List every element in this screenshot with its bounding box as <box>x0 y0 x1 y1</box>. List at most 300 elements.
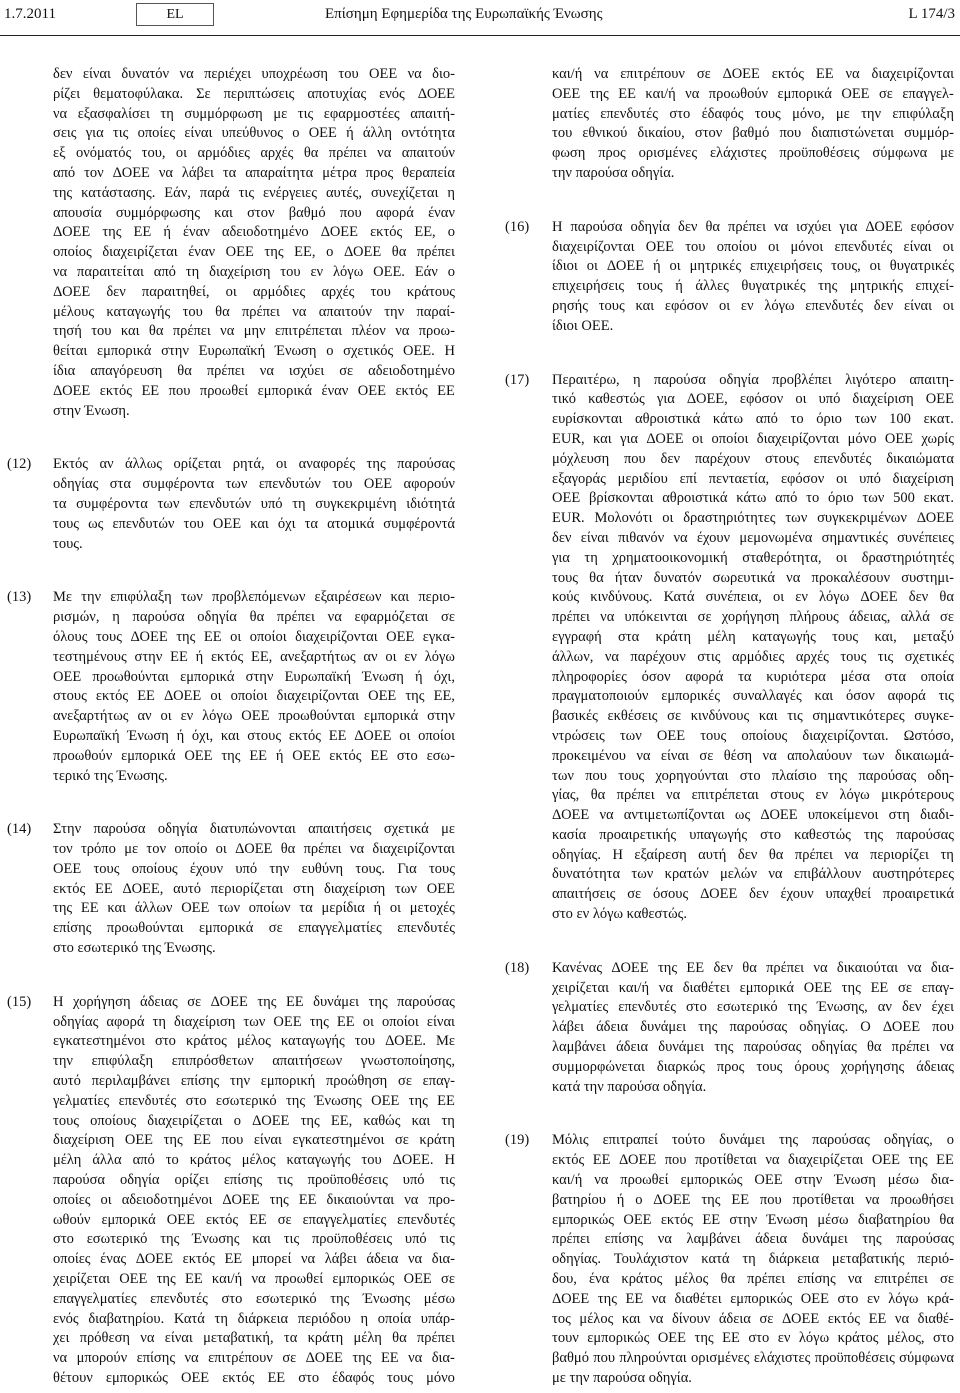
word: ΟΕΕ <box>241 708 270 725</box>
text-line <box>552 65 954 85</box>
word: συμμόρ- <box>904 125 954 142</box>
word: οι <box>399 727 411 744</box>
word: από <box>153 263 176 280</box>
word: δυνάμει <box>640 1019 687 1036</box>
word: θεματοφύλακα. <box>93 85 184 102</box>
word: μέλος <box>241 1152 276 1169</box>
word: τα <box>53 495 67 512</box>
word: επίσης <box>136 1350 176 1367</box>
text-line <box>53 535 455 555</box>
word: ΔΟΕΕ <box>722 66 760 82</box>
word: κράτος <box>185 1033 227 1050</box>
word: επιφύλαξη <box>892 105 954 122</box>
word: ΕΕ <box>285 993 304 1010</box>
word: τουν <box>552 1330 579 1347</box>
word: τον <box>146 841 167 858</box>
word: ΟΕΕ <box>657 1330 687 1347</box>
word: Ένωση <box>362 668 404 685</box>
word: τεστημένους <box>53 648 127 665</box>
word: έχουν <box>696 529 731 546</box>
word: να <box>599 807 614 824</box>
word: ρητά, <box>232 456 265 473</box>
word: μόνο, <box>792 105 825 122</box>
word: όλους <box>53 628 88 645</box>
text-line <box>53 1131 455 1151</box>
word: επιχειρήσεις <box>750 258 823 275</box>
word: υπεύθυνος <box>221 125 284 142</box>
word: παρέχουν <box>694 450 751 467</box>
word: ΟΕΕ <box>225 244 254 261</box>
word: επενδυτών <box>112 515 175 532</box>
word: εσωτερικό <box>215 1092 277 1109</box>
text-line <box>53 608 455 628</box>
word: οι <box>230 628 242 645</box>
word: ΔΟΕΕ <box>305 1350 343 1367</box>
word: κατά <box>701 1251 730 1268</box>
word: περιορίζεται <box>210 880 284 897</box>
word: στο <box>669 105 691 122</box>
word: οδηγία <box>157 821 198 838</box>
word: έχουν <box>189 860 224 877</box>
word: το <box>806 490 820 507</box>
word: διάρκεια <box>237 1310 289 1327</box>
word: οι <box>836 470 848 487</box>
word: εξαγοράς <box>552 470 606 487</box>
word: μέτρα <box>322 164 357 181</box>
word: εμπορικά <box>777 85 832 102</box>
word: προς <box>598 145 626 162</box>
word: αναφορές <box>298 456 356 473</box>
word: βαθμό <box>288 204 326 221</box>
text-line <box>53 243 455 263</box>
word: ΟΕΕ <box>552 490 581 507</box>
word: συμφέροντα <box>76 495 148 512</box>
word: υπό <box>818 391 841 408</box>
text-line <box>552 1369 954 1389</box>
text-line <box>53 144 455 164</box>
word: δεν <box>908 589 929 606</box>
word: εφόσον <box>739 391 784 408</box>
word: της <box>269 1191 289 1208</box>
word: μέσω <box>423 1290 455 1307</box>
word: ρησής <box>552 297 588 314</box>
text-line <box>552 1151 954 1171</box>
word: καταγωγής <box>106 303 171 320</box>
word: να <box>894 1310 910 1327</box>
word: με <box>940 145 954 162</box>
text-line <box>552 1250 954 1270</box>
word: εν <box>866 1290 880 1307</box>
word: ή <box>373 900 382 917</box>
word: εκτός <box>552 1152 585 1169</box>
text-line <box>53 164 455 184</box>
word: δικαιούται <box>836 959 899 976</box>
word: της <box>160 1231 180 1248</box>
text-line <box>552 1058 954 1078</box>
word: ΔΟΕΕ <box>53 283 91 300</box>
recital-12 <box>0 455 455 554</box>
word: κατάστασης. <box>81 184 156 201</box>
word: στους <box>247 727 282 744</box>
word: να <box>349 841 365 858</box>
word: EUR, <box>552 430 585 447</box>
word: διαχείριση <box>174 1013 236 1030</box>
recital-number: (14) <box>7 821 32 838</box>
word: τους <box>53 1112 79 1129</box>
text-line <box>552 1329 954 1349</box>
text-line <box>552 390 954 410</box>
word: να <box>395 323 410 340</box>
word: δεν <box>713 959 733 976</box>
word: της <box>841 979 861 996</box>
word: προϋποθέσεις <box>814 1350 895 1367</box>
word: καθεστώς <box>794 826 851 843</box>
word: Ένωση <box>127 727 169 744</box>
word: επίσης <box>797 1271 836 1288</box>
word: τους. <box>53 535 83 552</box>
word: κράτος <box>837 1330 879 1347</box>
word: σωρευτικά <box>712 569 775 586</box>
word: εμπορικά <box>739 979 794 996</box>
word: εκτός <box>660 1211 694 1228</box>
word: της <box>779 1132 799 1149</box>
word: εν <box>815 787 829 804</box>
recital-number: (16) <box>505 218 530 235</box>
word: ΕΕ, <box>330 1112 353 1129</box>
word: Ένωση. <box>84 402 130 419</box>
word: σε <box>940 1271 954 1288</box>
word: και <box>390 589 410 606</box>
word: ΔΟΕΕ <box>700 886 738 903</box>
word: στο <box>552 906 573 923</box>
word: εκτός <box>222 1370 255 1387</box>
word: ή <box>275 747 284 764</box>
text-line <box>53 628 455 648</box>
word: τησή <box>53 323 82 340</box>
word: επενδυτές <box>805 297 864 314</box>
word: να <box>292 303 307 320</box>
word: θα <box>720 1271 736 1288</box>
word: της <box>156 1271 176 1288</box>
word: ΕΕ <box>592 1152 611 1169</box>
word: επενδυτών <box>258 476 321 493</box>
word: την <box>861 105 882 122</box>
word: να <box>865 1191 880 1208</box>
word: δικαιούνται <box>326 1191 395 1208</box>
word: να <box>184 1350 199 1367</box>
word: άδεια <box>616 1039 649 1056</box>
word: δια- <box>930 1172 954 1189</box>
word: Περαιτέρω, <box>552 371 620 388</box>
word: περιόδου <box>297 1310 351 1327</box>
text-line <box>552 1191 954 1211</box>
word: να <box>407 1251 423 1268</box>
word: διαπιστώνεται <box>811 125 894 142</box>
text-line <box>552 450 954 470</box>
word: εν <box>740 297 754 314</box>
word: προω- <box>418 323 455 340</box>
word: της <box>694 1330 714 1347</box>
word: ΕΕ <box>936 1152 954 1169</box>
word: θα <box>589 569 604 586</box>
text-line <box>552 727 954 747</box>
word: ως <box>88 515 104 532</box>
word: οποίος <box>53 244 92 261</box>
recital-number: (19) <box>505 1132 530 1149</box>
word: Εκτός <box>53 456 88 473</box>
word: οποία <box>920 668 954 685</box>
word: επαγ- <box>921 979 954 996</box>
word: οδηγία <box>197 609 237 626</box>
word: κασία <box>552 826 587 843</box>
word: επαγγελματίες <box>302 1211 387 1228</box>
word: διαχειρίζονται <box>756 430 840 447</box>
word: ΔΟΕΕ. <box>392 1152 434 1169</box>
word: στο <box>933 1330 954 1347</box>
word: οδηγία <box>630 218 671 235</box>
word: περιέχει <box>204 66 252 82</box>
word: προτίθεται <box>694 1152 757 1169</box>
word: δια- <box>431 1251 455 1268</box>
word: δεν <box>749 886 769 903</box>
word: και/ή <box>211 1271 243 1288</box>
word: εσωτερικό <box>255 1290 317 1307</box>
word: ο <box>233 1112 241 1129</box>
page-reference: L 174/3 <box>908 6 955 22</box>
word: οι <box>385 648 397 665</box>
word: τους <box>53 515 79 532</box>
word: ΕΕ <box>137 688 155 705</box>
word: του <box>370 283 391 300</box>
word: πληρούνται <box>619 1350 687 1367</box>
word: ΟΕΕ <box>119 1271 148 1288</box>
recital-text <box>552 371 954 925</box>
word: εκτός <box>329 747 362 764</box>
word: αυτό <box>53 1073 81 1090</box>
word: εκτός <box>182 1251 215 1268</box>
word: μέλη <box>353 1330 382 1347</box>
word: ΕΕ <box>141 382 160 399</box>
word: να <box>407 66 422 82</box>
word: προωθεί <box>620 1172 669 1189</box>
word: επιτρέπουν <box>620 66 685 82</box>
word: ΕΕ, <box>294 244 316 261</box>
word: τρόπο <box>80 841 116 858</box>
word: και <box>252 1231 271 1248</box>
word: ΔΟΕΕ <box>222 1191 260 1208</box>
word: το <box>165 1152 179 1169</box>
word: ΔΟΕΕ <box>646 430 684 447</box>
word: της <box>163 1132 183 1149</box>
word: ΕΕ <box>868 1310 887 1327</box>
word: επιφύλαξη <box>110 589 172 606</box>
word: διαθέτει <box>682 979 730 996</box>
text-line <box>552 1171 954 1191</box>
word: με <box>124 841 139 858</box>
word: Η <box>53 993 64 1010</box>
word: δικαίου, <box>637 125 685 142</box>
word: παραιτηθεί, <box>141 283 210 300</box>
word: να <box>649 1310 664 1327</box>
word: διαχείριση <box>209 263 271 280</box>
word: Ένωση <box>766 1211 809 1228</box>
word: οδηγίας <box>53 476 99 493</box>
word: προ- <box>428 1191 455 1208</box>
word: αυστηρότερες <box>872 866 954 883</box>
word: Ευρωπαϊκή <box>53 727 120 744</box>
word: εφόσον <box>910 218 954 235</box>
word: ΕΕ <box>702 1211 721 1228</box>
word: αφορά <box>106 1013 145 1030</box>
word: δυνατότητα <box>552 866 621 883</box>
word: αλλά <box>900 609 930 626</box>
word: ΔΟΕΕ, <box>122 880 164 897</box>
word: του, <box>141 145 166 162</box>
word: είναι <box>82 66 111 82</box>
word: στον <box>694 125 723 142</box>
word: βατηρίου <box>552 1191 606 1208</box>
word: ελάχιστες <box>753 1350 811 1367</box>
word: οι <box>691 430 704 447</box>
word: ΕΕ <box>815 66 834 82</box>
word: των <box>552 767 574 784</box>
word: έναν <box>321 382 349 399</box>
word: αντιμετωπίζονται <box>623 807 725 824</box>
word: θεραπεία <box>402 164 455 181</box>
word: προκαλέσουν <box>811 569 891 586</box>
recital-18 <box>498 959 954 1098</box>
text-line <box>53 1052 455 1072</box>
word: και/ή <box>645 85 676 102</box>
word: ΕΕ <box>184 1271 203 1288</box>
word: στους <box>765 450 799 467</box>
word: δυνάμει <box>719 1132 766 1149</box>
word: εμπορικές <box>661 688 720 705</box>
word: οι <box>362 1013 374 1030</box>
language-badge: EL <box>136 3 214 26</box>
word: Για <box>397 860 417 877</box>
word: της <box>828 767 848 784</box>
word: τα <box>299 900 313 917</box>
word: για <box>552 549 570 566</box>
word: προώθηση <box>325 1073 388 1090</box>
text-line <box>53 1151 455 1171</box>
word: διαχείριση <box>892 470 954 487</box>
word: τα <box>304 515 319 532</box>
text-line <box>552 317 954 337</box>
word: πιθανόν <box>618 529 665 546</box>
word: διαχειρίζονται <box>276 688 360 705</box>
word: δεν <box>737 846 758 863</box>
text-line <box>53 919 455 939</box>
word: κράτος <box>621 1271 663 1288</box>
text-line <box>552 628 954 648</box>
word: σημαντικές <box>821 529 888 546</box>
word: ρίζει <box>53 85 81 102</box>
journal-title: Επίσημη Εφημερίδα της Ευρωπαϊκής Ένωσης <box>325 6 603 22</box>
text-line <box>552 786 954 806</box>
word: ΔΟΕΕ <box>860 589 898 606</box>
word: τις <box>297 105 314 122</box>
word: λόγω <box>819 589 850 606</box>
word: διαχειρίζονται <box>295 628 378 645</box>
word: μεμονωμένα <box>739 529 813 546</box>
word: και/ή <box>552 66 583 82</box>
word: της <box>657 959 678 976</box>
text-line <box>552 430 954 450</box>
recital-number: (12) <box>7 456 32 473</box>
word: άλλων, <box>552 648 594 665</box>
word: θείται <box>53 343 88 360</box>
word: την <box>583 1078 604 1095</box>
word: επιτρέπει <box>874 1271 928 1288</box>
word: Ένωση <box>274 343 317 360</box>
word: προωθήσει <box>890 1191 954 1208</box>
word: αρχές <box>321 283 355 300</box>
word: εμπορικά <box>121 747 176 764</box>
word: γίας, <box>552 787 580 804</box>
word: εκτός <box>99 382 132 399</box>
text-line <box>53 322 455 342</box>
word: κυριότερα <box>766 668 826 685</box>
word: σε <box>697 609 712 626</box>
word: ΟΕΕ <box>371 1092 400 1109</box>
word: οι <box>210 688 222 705</box>
recital-continuation <box>0 65 455 421</box>
word: και/ή <box>552 1172 583 1189</box>
word: υπό <box>235 860 258 877</box>
word: που <box>759 1191 782 1208</box>
word: θυγατρικές <box>741 278 806 295</box>
text-line <box>552 569 954 589</box>
word: λαμβάνει <box>552 1039 606 1056</box>
word: οποίες <box>137 125 176 142</box>
word: Ένωσης <box>314 1092 362 1109</box>
word: έναν <box>188 244 216 261</box>
word: με <box>552 1370 566 1387</box>
word: και <box>593 430 612 447</box>
word: της <box>701 1191 721 1208</box>
word: πρέπει <box>276 609 315 626</box>
word: οποίους <box>131 860 178 877</box>
word: ΕΕ <box>380 1350 399 1367</box>
word: τους <box>93 860 120 877</box>
word: να <box>327 609 342 626</box>
word: στο <box>185 1092 207 1109</box>
word: παρούσας <box>896 1231 954 1248</box>
word: εμπορικά <box>198 920 254 937</box>
word: ΕΕ, <box>250 648 273 665</box>
word: Μολονότι <box>594 510 653 527</box>
word: στους <box>53 688 87 705</box>
word: απαιτήσεις <box>552 886 616 903</box>
word: εμπορικά <box>180 668 235 685</box>
word: υπό <box>859 470 881 487</box>
word: οδηγίας, <box>883 1132 933 1149</box>
word: προϋποθέσεις <box>779 145 860 162</box>
word: αρμόδιες <box>197 145 250 162</box>
text-line <box>552 979 954 999</box>
word: Ένωσης <box>192 1231 240 1248</box>
word: Η <box>444 1152 455 1169</box>
word: δικαιώματα <box>886 450 954 467</box>
word: να <box>773 218 789 235</box>
publication-date: 1.7.2011 <box>4 6 56 22</box>
text-line <box>552 1038 954 1058</box>
word: τερικό <box>53 767 91 784</box>
word: παρούσα <box>132 609 185 626</box>
word: θα <box>215 303 230 320</box>
